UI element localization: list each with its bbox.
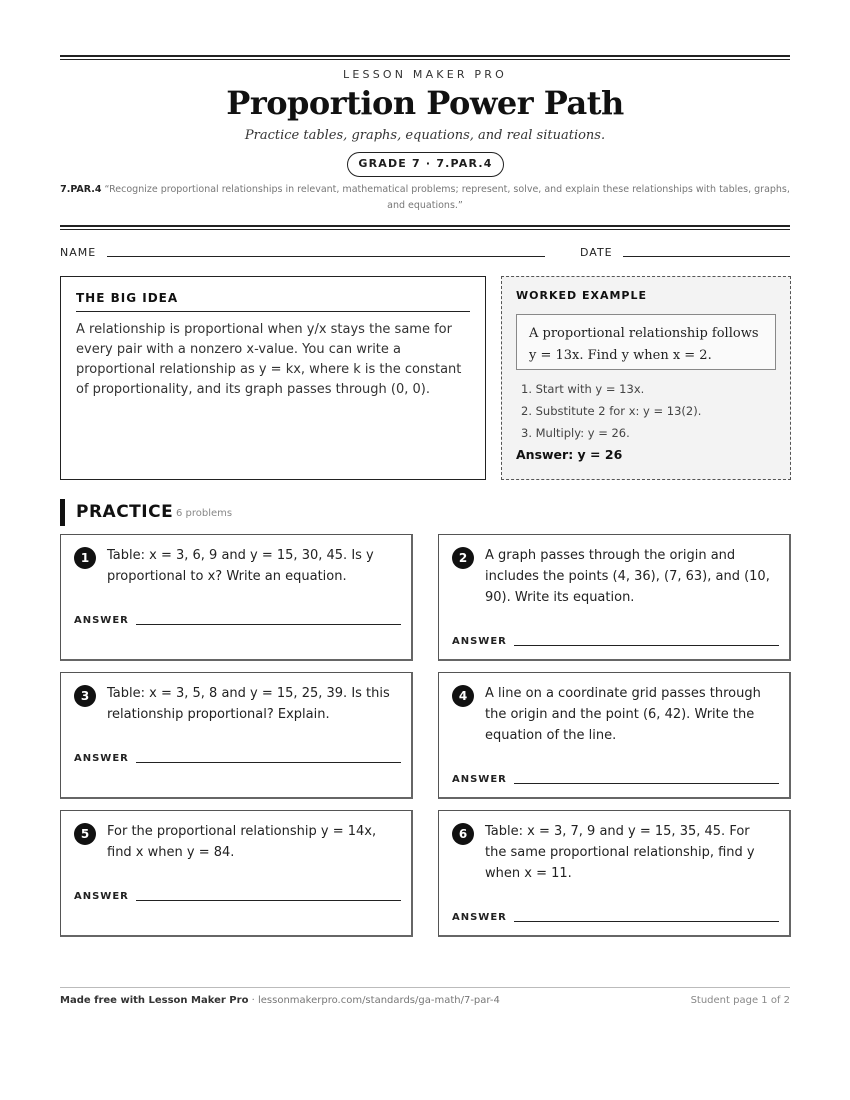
- answer-field[interactable]: [514, 921, 779, 922]
- answer-row: [452, 774, 779, 786]
- worked-example-steps: [516, 378, 776, 444]
- big-idea-body: A relationship is proportional when y/x stays the same for every pair with a nonzero x-value. You can write a proportional relationship as y = kx, where k is the constant of proportionality, and its graph passes through (0, 0).: [76, 322, 462, 397]
- worked-step: 1. Start with y = 13x.: [521, 382, 645, 396]
- problem-text: Table: x = 3, 7, 9 and y = 15, 35, 45. For the same proportional relationship, find y when x = 11.: [485, 824, 755, 881]
- answer-field[interactable]: [136, 762, 401, 763]
- answer-label: ANSWER: [452, 912, 507, 923]
- big-idea-box: [60, 276, 486, 480]
- brand-label: LESSON MAKER PRO: [343, 68, 507, 81]
- date-label: DATE: [580, 246, 613, 259]
- problem-card-4: [438, 672, 791, 799]
- problem-card-1: [60, 534, 413, 661]
- name-date-row: [60, 246, 790, 260]
- problem-text: A graph passes through the origin and includes the points (4, 36), (7, 63), and (10, 90). Write its equation.: [485, 548, 770, 605]
- footer-url[interactable]: · lessonmakerpro.com/standards/ga-math/7-par-4: [248, 995, 500, 1006]
- answer-label: ANSWER: [74, 753, 129, 764]
- answer-field[interactable]: [514, 645, 779, 646]
- problem-number: 3: [74, 685, 96, 707]
- page-title: Proportion Power Path: [226, 84, 624, 122]
- practice-accent-bar: [60, 499, 65, 526]
- header-bottom-rule: [60, 225, 790, 230]
- practice-heading: PRACTICE: [76, 502, 174, 522]
- standard-text: “Recognize proportional relationships in relevant, mathematical problems; represent, solve, and explain these relationships with tables, graphs, and equations.”: [104, 184, 790, 211]
- worked-step: 3. Multiply: y = 26.: [521, 426, 630, 440]
- standard-statement: [60, 182, 790, 214]
- answer-label: ANSWER: [452, 636, 507, 647]
- worked-example-box: [501, 276, 791, 480]
- problem-text: A line on a coordinate grid passes through the origin and the point (6, 42). Write the equation of the line.: [485, 686, 761, 743]
- footer-rule: [60, 987, 790, 988]
- problem-card-3: [60, 672, 413, 799]
- answer-row: [74, 891, 401, 903]
- problem-number: 6: [452, 823, 474, 845]
- problem-text: For the proportional relationship y = 14x, find x when y = 84.: [107, 824, 377, 860]
- footer-made-with: Made free with Lesson Maker Pro: [60, 995, 249, 1006]
- grade-badge: GRADE 7 · 7.PAR.4: [347, 152, 504, 177]
- worked-step: 2. Substitute 2 for x: y = 13(2).: [521, 404, 702, 418]
- answer-label: ANSWER: [452, 774, 507, 785]
- problem-number: 4: [452, 685, 474, 707]
- answer-row: [74, 753, 401, 765]
- problem-text: Table: x = 3, 6, 9 and y = 15, 30, 45. Is y proportional to x? Write an equation.: [107, 548, 374, 584]
- footer-page-label: Student page 1 of 2: [690, 995, 790, 1006]
- problem-card-5: [60, 810, 413, 937]
- problem-text: Table: x = 3, 5, 8 and y = 15, 25, 39. Is this relationship proportional? Explain.: [107, 686, 390, 722]
- worked-example-answer: Answer: y = 26: [516, 447, 623, 462]
- big-idea-heading: THE BIG IDEA: [76, 291, 470, 312]
- problem-number: 5: [74, 823, 96, 845]
- standard-code: 7.PAR.4: [60, 184, 102, 195]
- answer-row: [74, 615, 401, 627]
- name-field[interactable]: [107, 256, 545, 257]
- problem-number: 2: [452, 547, 474, 569]
- answer-label: ANSWER: [74, 891, 129, 902]
- header-top-rule: [60, 55, 790, 60]
- answer-row: [452, 636, 779, 648]
- answer-label: ANSWER: [74, 615, 129, 626]
- worked-example-heading: WORKED EXAMPLE: [516, 289, 647, 302]
- answer-field[interactable]: [136, 900, 401, 901]
- page-subtitle: Practice tables, graphs, equations, and real situations.: [244, 128, 606, 143]
- problem-card-6: [438, 810, 791, 937]
- worked-example-problem: A proportional relationship follows y = 13x. Find y when x = 2.: [516, 314, 776, 370]
- problem-number: 1: [74, 547, 96, 569]
- footer-credit: [60, 995, 500, 1006]
- problem-card-2: [438, 534, 791, 661]
- date-field[interactable]: [623, 256, 790, 257]
- practice-count: 6 problems: [176, 508, 233, 519]
- answer-field[interactable]: [514, 783, 779, 784]
- answer-row: [452, 912, 779, 924]
- name-label: NAME: [60, 246, 97, 259]
- answer-field[interactable]: [136, 624, 401, 625]
